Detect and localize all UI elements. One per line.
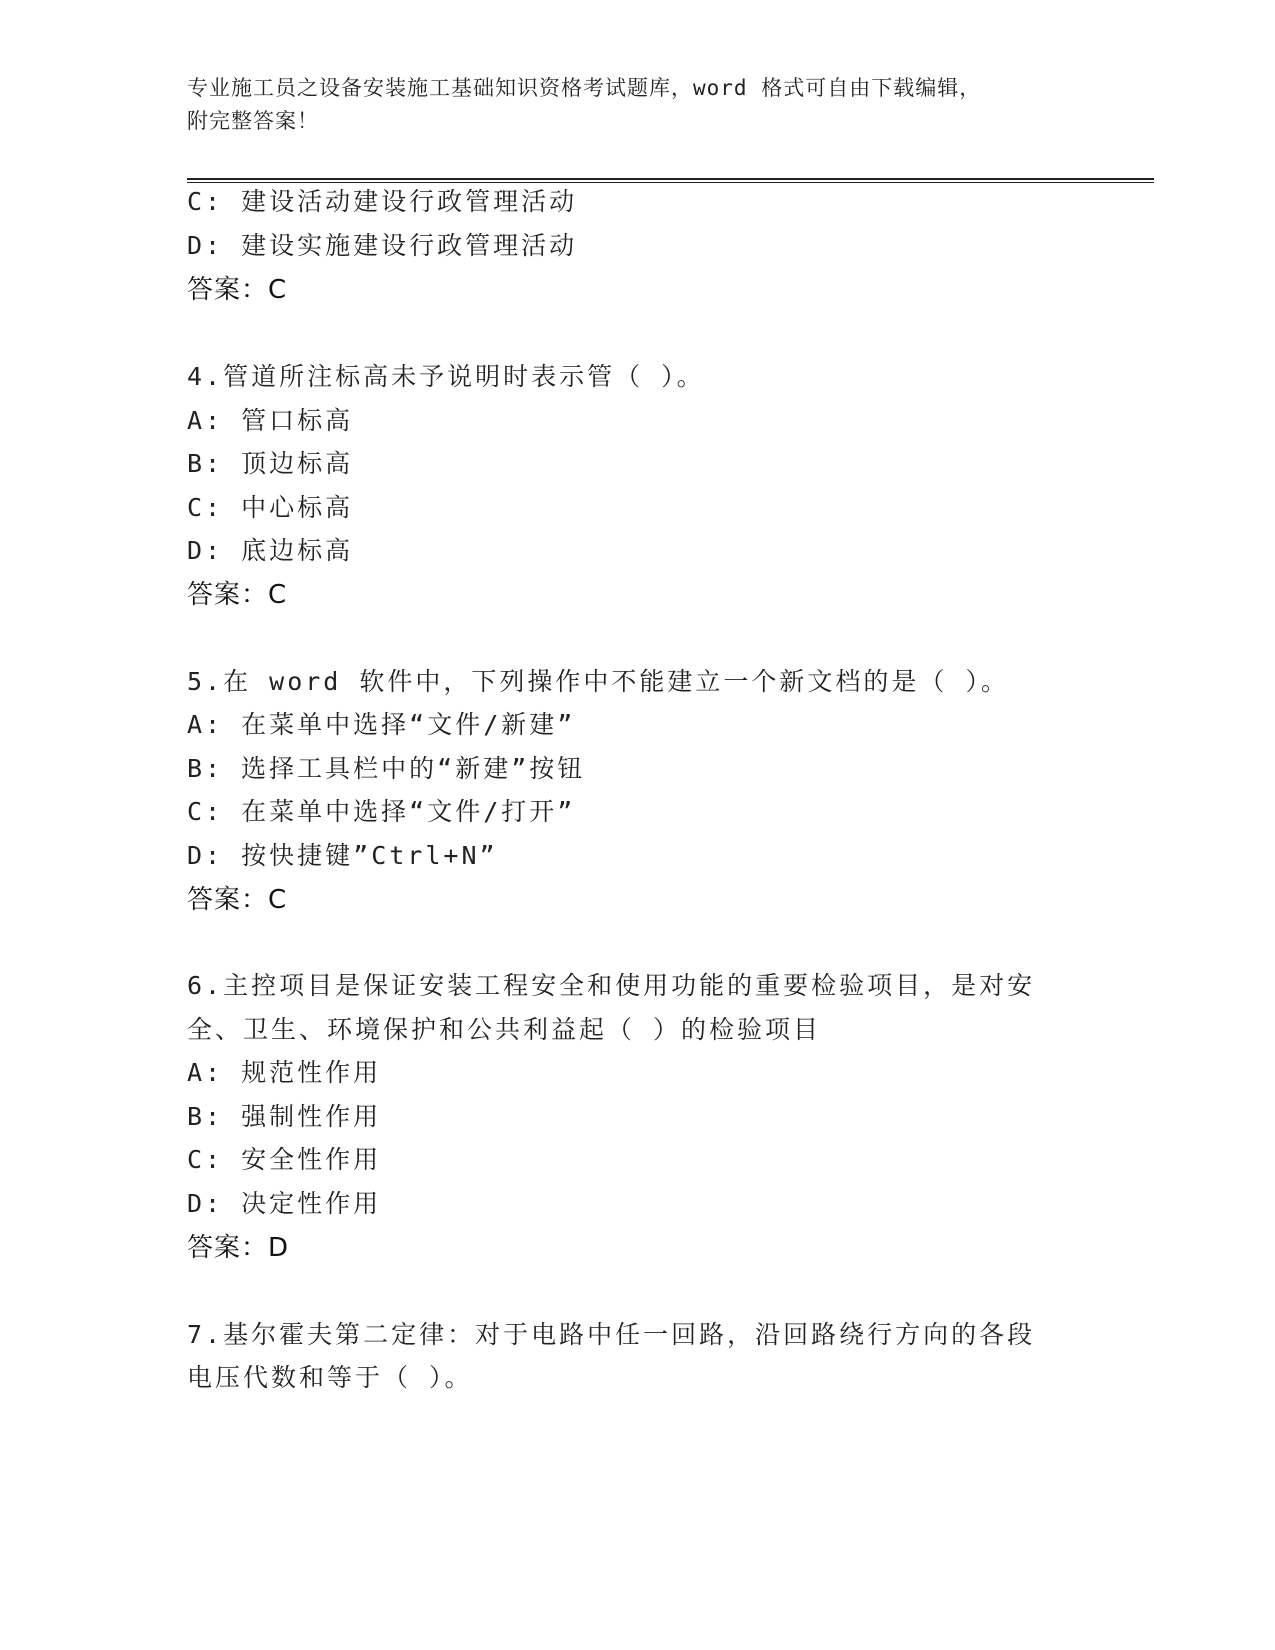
q6-option-b: B: 强制性作用: [187, 1102, 382, 1131]
q5-option-a: A: 在菜单中选择“文件/新建”: [187, 710, 576, 739]
q4-option-b: B: 顶边标高: [187, 449, 354, 478]
q5-option-b: B: 选择工具栏中的“新建”按钮: [187, 754, 586, 783]
q4-option-c: C: 中心标高: [187, 493, 354, 522]
q3-option-c: C: 建设活动建设行政管理活动: [187, 187, 578, 216]
q6-question-line-2: 全、卫生、环境保护和公共利益起（ ）的检验项目: [187, 1015, 822, 1044]
q4-answer: 答案：C: [187, 580, 288, 610]
q5-question: 5.在 word 软件中，下列操作中不能建立一个新文档的是（ ）。: [187, 667, 1009, 696]
q5-answer: 答案：C: [187, 885, 288, 915]
q3-answer: 答案：C: [187, 275, 288, 305]
q6-answer: 答案：D: [187, 1233, 290, 1263]
header-line-1: 专业施工员之设备安装施工基础知识资格考试题库，word 格式可自由下载编辑，: [187, 76, 982, 100]
q7-question-line-1: 7.基尔霍夫第二定律：对于电路中任一回路，沿回路绕行方向的各段: [187, 1320, 1036, 1349]
q6-question-line-1: 6.主控项目是保证安装工程安全和使用功能的重要检验项目，是对安: [187, 971, 1036, 1000]
q6-option-a: A: 规范性作用: [187, 1058, 382, 1087]
q5-option-c: C: 在菜单中选择“文件/打开”: [187, 797, 576, 826]
header-line-2: 附完整答案！: [187, 109, 319, 133]
q4-question: 4.管道所注标高未予说明时表示管（ ）。: [187, 362, 705, 391]
q4-option-a: A: 管口标高: [187, 406, 354, 435]
q6-option-d: D: 决定性作用: [187, 1189, 382, 1218]
document-header: [187, 72, 1067, 138]
q6-option-c: C: 安全性作用: [187, 1145, 382, 1174]
q5-option-d: D: 按快捷键”Ctrl+N”: [187, 841, 498, 870]
q7-question-line-2: 电压代数和等于（ ）。: [187, 1363, 473, 1392]
q4-option-d: D: 底边标高: [187, 536, 354, 565]
q3-option-d: D: 建设实施建设行政管理活动: [187, 231, 578, 260]
header-divider: [187, 178, 1154, 183]
